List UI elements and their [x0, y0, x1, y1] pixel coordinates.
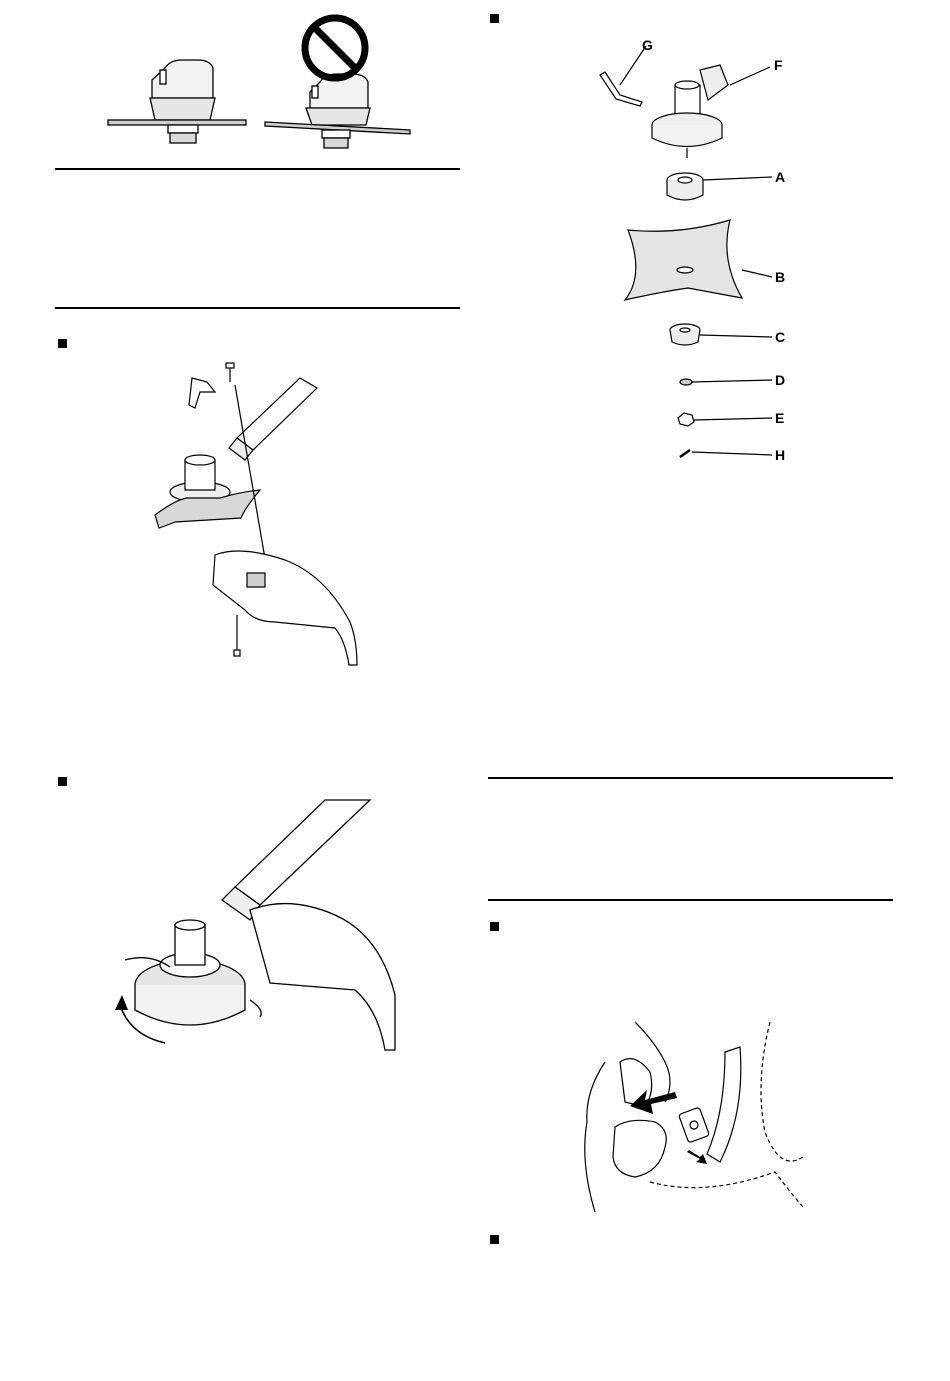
harness-release-figure — [575, 1022, 805, 1217]
part-label-a: A — [775, 169, 786, 185]
guard-assembly-figure — [145, 360, 370, 675]
section-bullet — [490, 14, 499, 23]
blade-parts-exploded-drawing — [580, 30, 810, 470]
blade-parts-exploded-figure — [580, 30, 810, 470]
line-head-installation-figure — [110, 795, 410, 1055]
blade-mounting-comparison-figure — [100, 10, 430, 160]
section-bullet — [58, 339, 67, 348]
section-bullet — [490, 922, 499, 931]
blade-mounting-comparison-drawing — [100, 10, 430, 160]
harness-release-drawing — [575, 1022, 805, 1217]
section-bullet — [490, 1235, 499, 1244]
section-bullet — [58, 777, 67, 786]
part-label-f: F — [774, 57, 783, 73]
section-divider — [55, 168, 460, 170]
part-label-d: D — [775, 372, 786, 388]
part-label-b: B — [775, 269, 786, 285]
prohibited-icon — [305, 18, 365, 78]
part-label-e: E — [775, 410, 785, 426]
section-divider — [488, 899, 893, 901]
correct-gearhead — [108, 60, 246, 143]
incorrect-gearhead — [265, 74, 410, 148]
section-divider — [55, 307, 460, 309]
part-label-c: C — [775, 329, 786, 345]
part-label-g: G — [642, 37, 653, 53]
section-divider — [488, 777, 893, 779]
line-head-installation-drawing — [110, 795, 410, 1055]
guard-assembly-drawing — [145, 360, 370, 675]
part-label-h: H — [775, 447, 786, 463]
